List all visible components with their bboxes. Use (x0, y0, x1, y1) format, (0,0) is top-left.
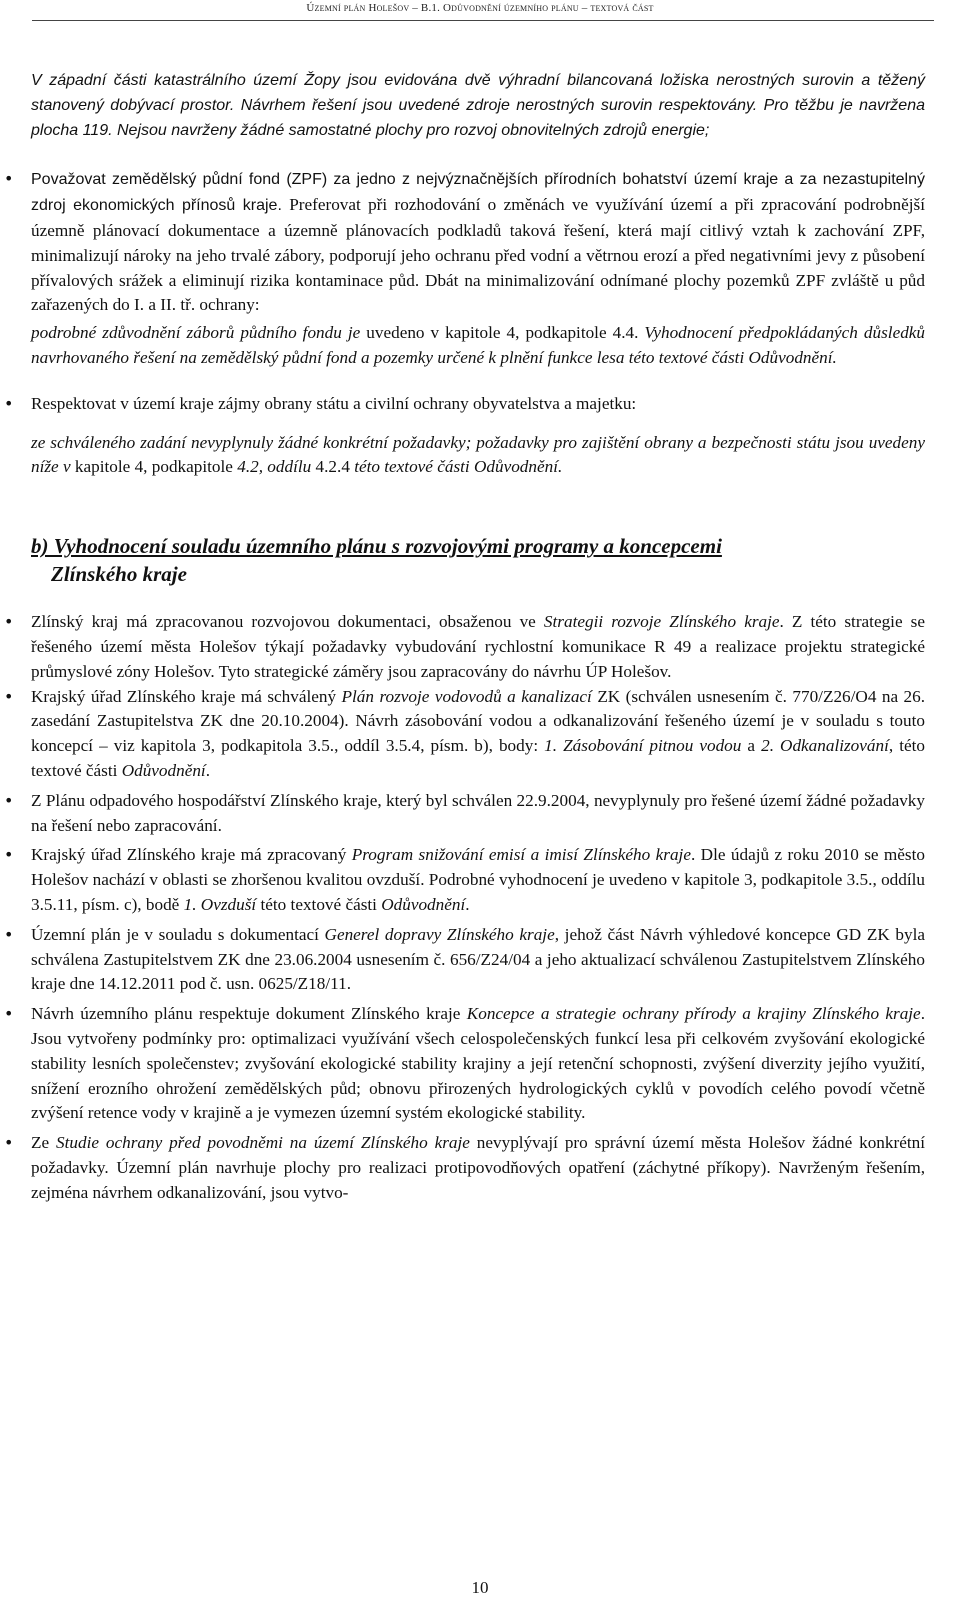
obrana-response-5: této textové části Odůvodnění. (354, 457, 563, 477)
intro-paragraph (31, 69, 925, 143)
item-5-text-a: Územní plán je v souladu s dokumentací (31, 924, 319, 944)
item-4-text-a: Krajský úřad Zlínského kraje má zpracovaný (31, 845, 347, 865)
zpf-response-3: Vyhodnocení předpokládaných důsledků navrhovaného řešení na zemědělský půdní fond a pozemky určené k plnění funkce lesa této textové části Odůvodnění. (31, 323, 926, 367)
item-2-text-c: , této textové části (31, 736, 925, 780)
item-2-text-b: ZK (schválen usnesením č. 770/Z26/O4 na 26. zasedání Zastupitelstva ZK dne 20.10.2004). Návrh zásobování vodou a odkanalizování řešeného území je v souladu s touto koncepcí – viz kapitola 3, podkapitola 3.5., oddíl 3.5.4, písm. b), body: (31, 686, 926, 756)
item-2-title: Plán rozvoje vodovodů a kanalizací (341, 686, 592, 706)
list-item-odpady: • Z Plánu odpadového hospodářství Zlínského kraje, který byl schválen 22.9.2004, nevyplynuly pro řešené území žádné požadavky na řešení nebo zapracování. (31, 789, 925, 839)
item-1-text-b: . Z této strategie se řešeného území města Holešov týkají požadavky vybudování rychlostní komunikace R 49 a realizace projektu strategické průmyslové zóny Holešov. Tyto strategické záměry jsou zapracovány do návrhu ÚP Holešov. (31, 612, 925, 681)
document-body (31, 69, 925, 1205)
obrana-response-3: 4.2, oddílu (237, 457, 312, 477)
item-4-point: 1. Ovzduší (183, 894, 257, 914)
list-item-doprava (31, 923, 925, 997)
header-rule (32, 20, 934, 21)
item-4-text-b: . Dle údajů z roku 2010 se město Holešov nachází v oblasti se zhoršenou kvalitou ovzduší. Podrobné vyhodnocení je uvedeno v kapitole 3, podkapitole 3.5., oddílu 3.5.11, písm. c), bodě (31, 845, 925, 914)
obrana-response-4: 4.2.4 (315, 457, 350, 477)
list-item-strategie (31, 610, 925, 684)
section-b-heading-line-2: Zlínského kraje (51, 562, 187, 587)
item-5-text-b: , jehož část Návrh výhledové koncepce GD ZK byla schválena Zastupitelstvem ZK dne 23.06.2004 usnesením č. 656/Z24/04 a jeho aktualizací schválenou Zastupitelstvem Zlínského kraje dne 14.12.2011 pod č. usn. 0625/Z18/11. (31, 924, 925, 994)
intro-sentence-2: Nejsou navrženy žádné samostatné plochy pro rozvoj obnovitelných zdrojů energie; (117, 121, 710, 139)
item-6-text-a: Návrh územního plánu respektuje dokument Zlínského kraje (31, 1004, 461, 1024)
item-2-odkaz: Odůvodnění (121, 760, 206, 780)
item-4-title: Program snižování emisí a imisí Zlínského kraje (351, 845, 691, 865)
item-2-and: a (747, 736, 756, 756)
list-item-obrana: • Respektovat v území kraje zájmy obrany státu a civilní ochrany obyvatelstva a majetku: (31, 392, 925, 417)
obrana-response-1: ze schváleného zadání nevyplynuly žádné konkrétní požadavky; požadavky pro zajištění obrany a bezpečnosti státu jsou uvedeny níže v (31, 432, 925, 477)
item-2-period: . (205, 760, 210, 780)
item-7-text-a: Ze (31, 1133, 50, 1153)
item-5-title: Generel dopravy Zlínského kraje (324, 924, 555, 944)
list-item-vodovody (31, 685, 925, 784)
list-item-povodne (31, 1131, 925, 1205)
zpf-response (31, 321, 925, 371)
zpf-response-1: podrobné zdůvodnění záborů půdního fondu je (31, 323, 361, 343)
item-4-period: . (465, 894, 470, 914)
item-1-text-a: Zlínský kraj má zpracovanou rozvojovou dokumentaci, obsaženou ve (31, 612, 536, 632)
item-6-text-b: . Jsou vytvořeny podmínky pro: optimalizaci využívání všech celospolečenských funkcí lesa při celkovém zvyšování ekologické stability lesních společenstev; zvyšování ekologické stability krajiny a její retenční schopnosti, zvýšení diverzity jejího využití, snížení erozního ohrožení zemědělských půd; obnovu přirozených hydrologických cyklů v povodích celého povodí včetně zvýšení retence vody v krajině a je vymezen územní systém ekologické stability. (31, 1004, 925, 1123)
zpf-paragraph-2: Preferovat při rozhodování o změnách ve využívání území a při zpracování podrobnější územně plánovací dokumentace a územně plánovacích podkladů taková řešení, která mají citlivý vztah k zachování ZPF, minimalizují nároky na jeho trvalé zábory, podporují jeho ochranu před vodní a větrnou erozí a před negativními jevy z působení přívalových srážek a eliminují rizika kontaminace půd. Dbát na minimalizování odnímané plochy pozemků ZPF zvláště u půd zařazených do I. a II. tř. ochrany: (31, 195, 925, 315)
item-4-odkaz: Odůvodnění (381, 894, 466, 914)
obrana-response-2: kapitole 4, podkapitole (74, 457, 233, 477)
item-2-point-1: 1. Zásobování pitnou vodou (544, 736, 742, 756)
item-2-point-2: 2. Odkanalizování (761, 736, 889, 756)
intro-sentence-1: V západní části katastrálního území Žopy jsou evidována dvě výhradní bilancovaná ložiska nerostných surovin a těžený stanovený dobývací prostor. Návrhem řešení jsou uvedené zdroje nerostných surovin respektovány. Pro těžbu je navržena plocha 119. (31, 72, 925, 139)
list-item-ovzdusi (31, 843, 925, 917)
item-4-text-c: této textové části (260, 894, 377, 914)
list-item-priroda (31, 1002, 925, 1126)
running-header: Územní plán Holešov – B.1. Odůvodnění územního plánu – textová část (306, 2, 654, 14)
obrana-response (31, 431, 925, 481)
item-2-text-a: Krajský úřad Zlínského kraje má schválený (31, 686, 337, 706)
list-item-zpf (31, 167, 925, 318)
page-number: 10 (471, 1578, 489, 1597)
item-7-text-b: nevyplývají pro správní území města Holešov žádné konkrétní požadavky. Územní plán navrhuje plochy pro realizaci protipovodňových opatření (záchytné příkopy). Navrženým řešením, zejména návrhem odkanalizování, jsou vytvo- (31, 1133, 925, 1202)
section-b-heading-line-1: b) Vyhodnocení souladu územního plánu s rozvojovými programy a koncepcemi (31, 534, 722, 559)
item-6-title: Koncepce a strategie ochrany přírody a krajiny Zlínského kraje (466, 1004, 921, 1024)
item-1-title: Strategii rozvoje Zlínského kraje (543, 612, 780, 632)
zpf-response-2: uvedeno v kapitole 4, podkapitole 4.4. (366, 323, 639, 343)
section-b-heading (31, 532, 925, 588)
item-7-title: Studie ochrany před povodněmi na území Zlínského kraje (56, 1133, 470, 1153)
zpf-paragraph-1: Považovat zemědělský půdní fond (ZPF) za jedno z nejvýznačnějších přírodních bohatství území kraje a za nezastupitelný zdroj ekonomických přínosů kraje. (31, 171, 925, 215)
